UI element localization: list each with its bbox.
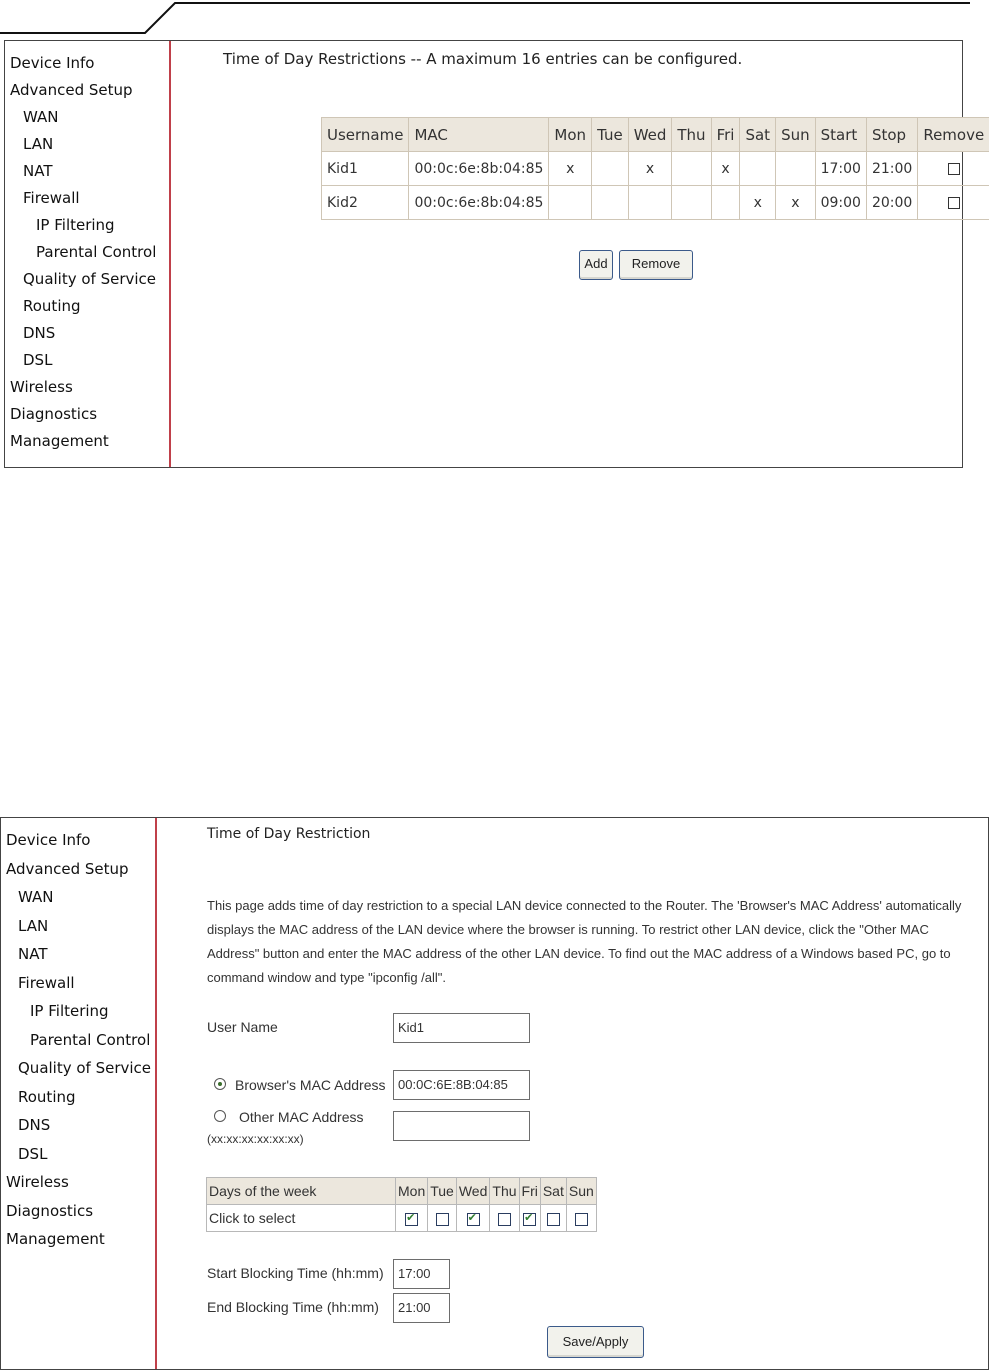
description-line: Address" button and enter the MAC address of the other LAN device. To find out the MAC address of a Windows based PC, go to [207, 946, 951, 961]
cell-wed: x [628, 152, 672, 186]
col-sun: Sun [776, 118, 816, 152]
day-sat-label: Sat [540, 1178, 566, 1205]
remove-button[interactable]: Remove [619, 250, 693, 280]
table-header-row [322, 118, 989, 152]
nav-wan[interactable]: WAN [23, 108, 59, 126]
nav-wireless[interactable]: Wireless [10, 378, 73, 396]
nav-quality-of-service[interactable]: Quality of Service [23, 270, 157, 288]
cell-thu [672, 152, 711, 186]
start-time-label: Start Blocking Time (hh:mm) [207, 1265, 384, 1281]
other-mac-radio[interactable] [214, 1110, 226, 1122]
table-row [322, 186, 989, 220]
page-title: Time of Day Restrictions -- A maximum 16 entries can be configured. [223, 50, 743, 68]
remove-checkbox[interactable] [948, 197, 960, 209]
table-row [322, 152, 989, 186]
day-tue-cell [428, 1205, 457, 1232]
nav-parental-control[interactable]: Parental Control [30, 1031, 151, 1049]
day-wed-checkbox[interactable] [467, 1213, 480, 1226]
col-thu: Thu [672, 118, 711, 152]
cell-mac: 00:0c:6e:8b:04:85 [409, 152, 549, 186]
day-thu-checkbox[interactable] [498, 1213, 511, 1226]
cell-username: Kid2 [322, 186, 409, 220]
cell-sun: x [776, 186, 816, 220]
nav-wireless[interactable]: Wireless [6, 1173, 69, 1191]
day-mon-cell [396, 1205, 428, 1232]
nav-diagnostics[interactable]: Diagnostics [6, 1202, 94, 1220]
cell-mac: 00:0c:6e:8b:04:85 [409, 186, 549, 220]
nav-device-info[interactable]: Device Info [10, 54, 95, 72]
nav-quality-of-service[interactable]: Quality of Service [18, 1059, 152, 1077]
days-of-week-label: Days of the week [207, 1178, 396, 1205]
user-name-input[interactable]: Kid1 [393, 1013, 530, 1043]
day-fri-cell [519, 1205, 540, 1232]
other-mac-format-hint: (xx:xx:xx:xx:xx:xx) [207, 1132, 304, 1146]
col-mac: MAC [409, 118, 549, 152]
col-mon: Mon [549, 118, 592, 152]
days-select-row [207, 1205, 597, 1232]
day-fri-label: Fri [519, 1178, 540, 1205]
col-start: Start [815, 118, 866, 152]
day-thu-label: Thu [490, 1178, 519, 1205]
nav-advanced-setup[interactable]: Advanced Setup [10, 81, 133, 99]
panel-add-restriction [0, 817, 989, 1370]
nav-ip-filtering[interactable]: IP Filtering [36, 216, 115, 234]
day-sun-checkbox[interactable] [575, 1213, 588, 1226]
cell-username: Kid1 [322, 152, 409, 186]
add-button[interactable]: Add [579, 250, 613, 280]
days-of-week-table [206, 1177, 597, 1232]
days-header-row [207, 1178, 597, 1205]
description-line: This page adds time of day restriction to a special LAN device connected to the Router. The 'Browser's MAC Address' automatically [207, 898, 962, 913]
cell-thu [672, 186, 711, 220]
cell-fri [711, 186, 740, 220]
nav-parental-control[interactable]: Parental Control [36, 243, 157, 261]
col-sat: Sat [740, 118, 776, 152]
nav-diagnostics[interactable]: Diagnostics [10, 405, 98, 423]
description-line: command window and type "ipconfig /all". [207, 970, 447, 985]
page-title: Time of Day Restriction [207, 826, 371, 842]
col-tue: Tue [592, 118, 629, 152]
day-fri-checkbox[interactable] [523, 1213, 536, 1226]
col-fri: Fri [711, 118, 740, 152]
nav-wan[interactable]: WAN [18, 888, 54, 906]
nav-dns[interactable]: DNS [23, 324, 56, 342]
nav-dsl[interactable]: DSL [18, 1145, 48, 1163]
other-mac-label: Other MAC Address [239, 1109, 364, 1125]
nav-firewall[interactable]: Firewall [18, 974, 75, 992]
browser-mac-radio[interactable] [214, 1078, 226, 1090]
sidebar-nav [5, 41, 171, 467]
save-apply-button[interactable]: Save/Apply [547, 1326, 644, 1358]
click-to-select-label: Click to select [207, 1205, 396, 1232]
panel-restrictions-list [4, 40, 985, 468]
day-mon-label: Mon [396, 1178, 428, 1205]
nav-nat[interactable]: NAT [18, 945, 48, 963]
header-rule [0, 0, 989, 36]
nav-dsl[interactable]: DSL [23, 351, 53, 369]
cell-tue [592, 186, 629, 220]
cell-mon [549, 186, 592, 220]
nav-routing[interactable]: Routing [23, 297, 81, 315]
restrictions-table [321, 117, 989, 220]
day-wed-cell [456, 1205, 490, 1232]
cell-start: 17:00 [815, 152, 866, 186]
remove-checkbox[interactable] [948, 163, 960, 175]
cell-wed [628, 186, 672, 220]
cell-sat [740, 152, 776, 186]
end-time-label: End Blocking Time (hh:mm) [207, 1299, 379, 1315]
nav-firewall[interactable]: Firewall [23, 189, 80, 207]
day-sun-label: Sun [566, 1178, 596, 1205]
nav-advanced-setup[interactable]: Advanced Setup [6, 860, 129, 878]
sidebar-nav [1, 818, 157, 1369]
col-stop: Stop [866, 118, 917, 152]
description [207, 894, 987, 990]
nav-lan[interactable]: LAN [23, 135, 54, 153]
nav-management[interactable]: Management [10, 432, 109, 450]
cell-stop: 21:00 [866, 152, 917, 186]
day-mon-checkbox[interactable] [405, 1213, 418, 1226]
nav-nat[interactable]: NAT [23, 162, 53, 180]
nav-management[interactable]: Management [6, 1230, 105, 1248]
cell-sat: x [740, 186, 776, 220]
day-sat-checkbox[interactable] [547, 1213, 560, 1226]
cell-stop: 20:00 [866, 186, 917, 220]
cell-tue [592, 152, 629, 186]
cell-remove [918, 186, 989, 220]
cell-start: 09:00 [815, 186, 866, 220]
nav-dns[interactable]: DNS [18, 1116, 51, 1134]
day-wed-label: Wed [456, 1178, 490, 1205]
browser-mac-input[interactable]: 00:0C:6E:8B:04:85 [393, 1070, 530, 1100]
day-tue-checkbox[interactable] [436, 1213, 449, 1226]
day-thu-cell [490, 1205, 519, 1232]
col-wed: Wed [628, 118, 672, 152]
col-username: Username [322, 118, 409, 152]
cell-fri: x [711, 152, 740, 186]
day-sun-cell [566, 1205, 596, 1232]
description-line: displays the MAC address of the LAN device where the browser is running. To restrict other LAN device, click the "Other MAC [207, 922, 929, 937]
cell-sun [776, 152, 816, 186]
nav-routing[interactable]: Routing [18, 1088, 76, 1106]
start-time-input[interactable]: 17:00 [393, 1259, 450, 1289]
other-mac-input[interactable] [393, 1111, 530, 1141]
day-tue-label: Tue [428, 1178, 457, 1205]
user-name-label: User Name [207, 1019, 278, 1035]
end-time-input[interactable]: 21:00 [393, 1293, 450, 1323]
col-remove: Remove [918, 118, 989, 152]
nav-lan[interactable]: LAN [18, 917, 49, 935]
browser-mac-label: Browser's MAC Address [235, 1077, 386, 1093]
cell-remove [918, 152, 989, 186]
day-sat-cell [540, 1205, 566, 1232]
nav-device-info[interactable]: Device Info [6, 831, 91, 849]
nav-ip-filtering[interactable]: IP Filtering [30, 1002, 109, 1020]
cell-mon: x [549, 152, 592, 186]
